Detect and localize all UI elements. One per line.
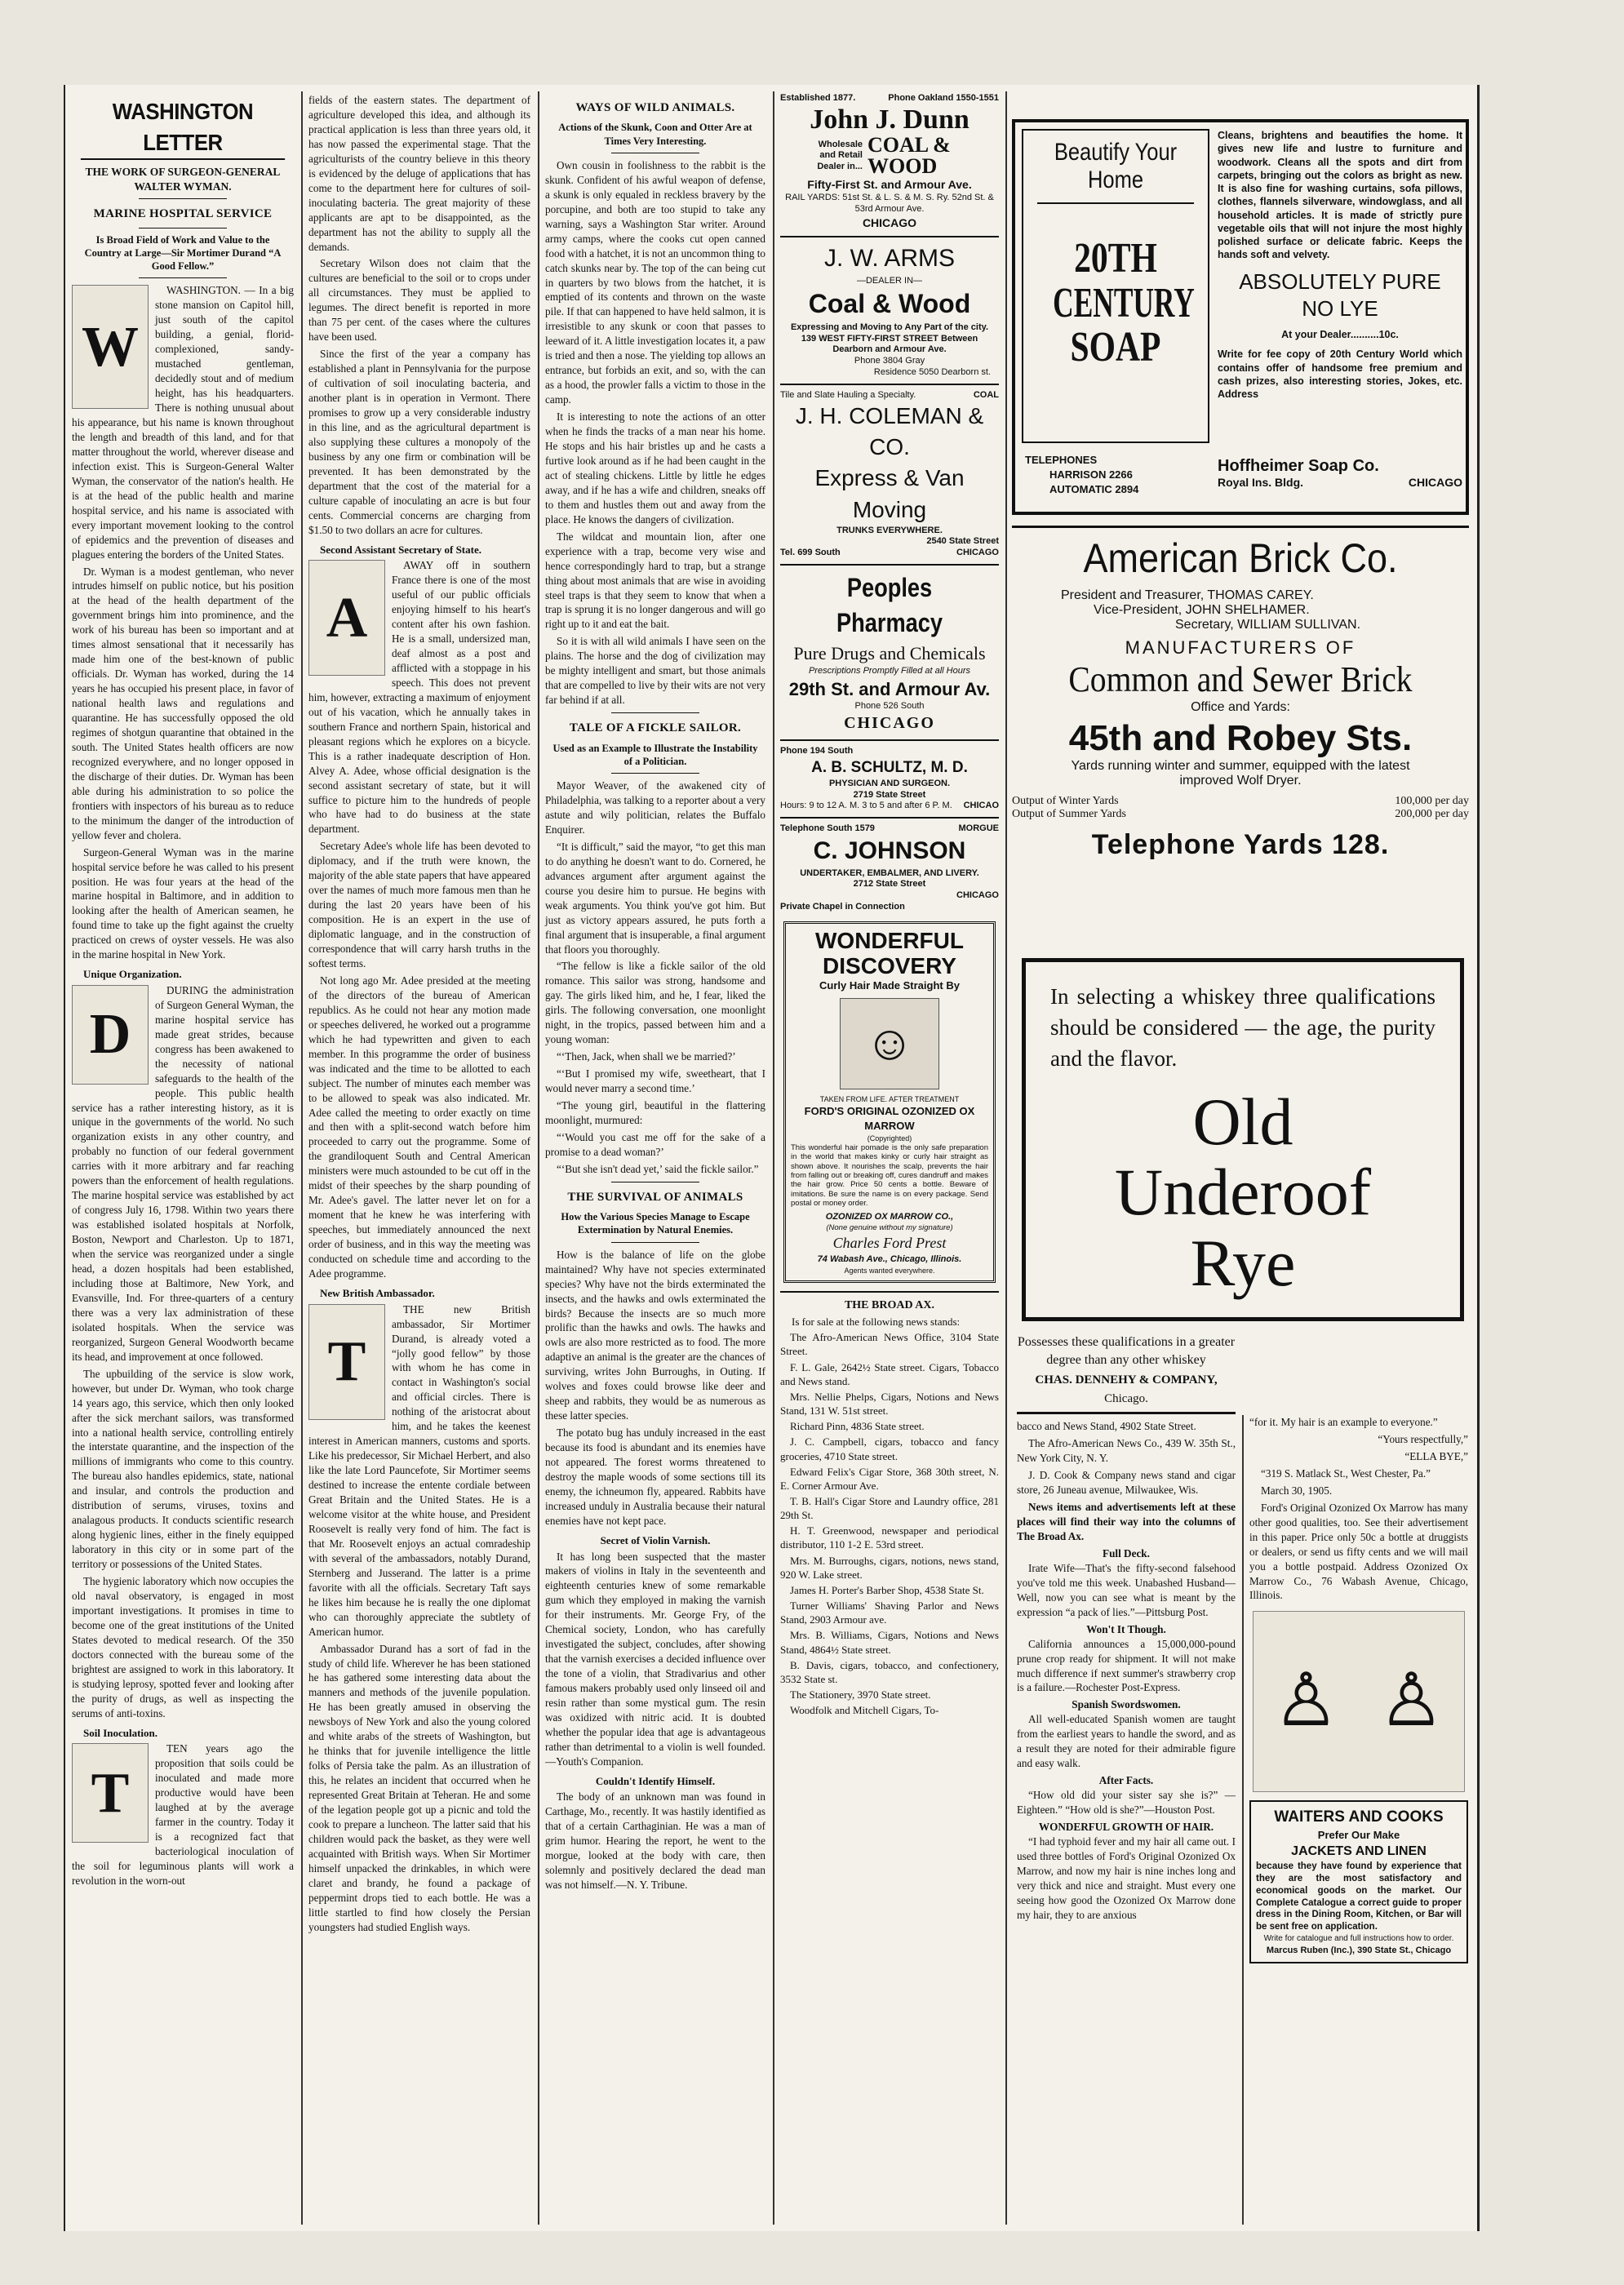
divider (139, 198, 228, 199)
paragraph: WASHINGTON. — In a big stone mansion on Capitol hill, just south of the capitol building, a genial, florid-complexioned, sandy-mustached gentleman, decidedly stout and of medium height, has his headquarters. There is nothing unusual about his appearance, but his name is known throughout the length and breadth of this land, and for that matter throughout the world, wherever disease and infection exist. This is Surgeon-General Walter Wyman, the conservator of the nation's health. He is at the head of the public health and marine hospital service, and his name is associated with every important movement looking to the control of epidemics and the prevention of diseases and plagues entering the borders of the United States. (72, 284, 294, 561)
paragraph: “It is difficult,” said the mayor, “to get this man to do anything he doesn't want to do. Cornered, he advances argument after argument against the course you desire him to pursue. He begins with weak arguments. You think you've got him. But just as victory appears assured, he puts forth a final argument that is insuperable, a final argument that floors you thoroughly. (545, 840, 765, 956)
royal-ins-bldg: Royal Ins. Bldg. (1218, 476, 1304, 489)
news-stand-item: F. L. Gale, 2642½ State street. Cigars, Tobacco and News stand. (780, 1360, 999, 1387)
underoof-text: Underoof (1114, 1155, 1372, 1230)
deck-skunk-coon-otter: Actions of the Skunk, Coon and Otter Are at Times Very Interesting. (558, 122, 752, 147)
prefer-our-make: Prefer Our Make (1317, 1829, 1400, 1842)
illustration-washington-initial: W (72, 285, 149, 409)
paragraph: “‘But she isn't dead yet,’ said the fickle sailor.” (557, 1162, 759, 1175)
paragraph: DURING the administration of Surgeon General Wyman, the marine hospital service has made great strides, because congress has been awakened to the necessity of national safeguards to the health of the people. This public health service has a rather interesting history, as it is unique in the governments of the world. No such organization exists in any other country, and probably no function of our federal government carries with it more arbitrary and far reaching powers than the enforcement of health regulations. The marine hospital service was established by act of congress July 16, 1798. Within two years there was established isolated hospitals at Norfolk, Boston, Newport and Charleston. Up to 1871, when the service was reorganized under a single head, a dozen hospitals had been established, including those at Baltimore, New York, and Evansville, Ind. For three-quarters of a century there was a very lax administration of these isolated hospitals. When the service was reorganized, Surgeon General Woodworth became its head, and improvement at once followed. (72, 983, 294, 1363)
dennehy-company: CHAS. DENNEHY & COMPANY, (1035, 1373, 1218, 1387)
paragraph: Mayor Weaver, of the awakened city of Philadelphia, was talking to a reporter about a very astute and wily politician, relates the Buffalo Enquirer. (545, 779, 765, 836)
column-5a (1012, 1333, 1240, 2223)
paragraph: “The fellow is like a fickle sailor of the old romance. This sailor was strong, handsome and gay. The girls liked him, and he, I fear, liked the girls. The following conversation, one moonlight night, in the tropics, passed between him and a young woman: (545, 960, 765, 1046)
old-text: Old (1192, 1085, 1293, 1160)
divider (780, 384, 999, 385)
subhead-spanish-swordswomen: Spanish Swordswomen. (1072, 1698, 1181, 1711)
hoffheimer-name: Hoffheimer Soap Co. (1218, 457, 1379, 475)
subhead-unique-organization: Unique Organization. (83, 968, 182, 981)
wonderful-text: WONDERFUL (815, 927, 964, 953)
newspaper-page (64, 85, 1480, 2231)
news-stands-list (780, 1315, 999, 1717)
arms-expressing: Expressing and Moving to Any Part of the city. (790, 322, 989, 332)
news-stand-item: Mrs. B. Williams, Cigars, Notions and News Stand, 4864½ State street. (780, 1629, 999, 1656)
write-for-catalogue: Write for catalogue and full instructions how to order. (1263, 1934, 1454, 1944)
paragraph: “ELLA BYE,” (1404, 1449, 1468, 1462)
portrait-image: ☺ (840, 998, 939, 1089)
coleman-footer (780, 536, 999, 559)
dennehy-city: Chicago. (1104, 1391, 1148, 1405)
paragraph: Dr. Wyman is a modest gentleman, who never intrudes himself on public notice, but his position at the head of the health department of the government brings him into prominence, and the work of his bureau has been so important and at times almost sensational that it necessarily has made him one of the best-known of public officials. Dr. Wyman has worked, during the 14 years he has occupied his present place, in favor of national health laws and regulations and quarantine. He has successfully opposed the old regimes of shotgun quarantine that obtained in the south. The United States health officers are now recognized everywhere, and no longer opposed in the discharge of their duties. Dr. Wyman has been able during his administration to so police the frontiers with inspectors of his bureau as to reduce to the minimum the danger of the introduction of yellow fever and cholera. (72, 565, 294, 841)
divider (780, 564, 999, 566)
waiters-body: because they have found by experience that they are the most satisfactory and economical goods on the market. Our Complete Catalogue a correct guide to proper dress in the Dining Room, Kitchen, or Bar will be sent free on application. (1256, 1861, 1462, 1932)
pure-drugs: Pure Drugs and Chemicals (793, 642, 986, 663)
agents-wanted: Agents wanted everywhere. (844, 1266, 935, 1275)
dunn-address: Fifty-First St. and Armour Ave. (807, 178, 972, 192)
paragraph: The Afro-American News Co., 439 W. 35th St., New York City, N. Y. (1017, 1437, 1236, 1465)
paragraph: Ford's Original Ozonized Ox Marrow has many other good qualities, too. See their advertisement in this paper. Price only 50c a bottle at druggists or dealers, or send us fifty cents and we will mail you a bottle postpaid. Address Ozonized Ox Marrow Co., 76 Wabash Avenue, Chicago, Illinois. (1249, 1501, 1468, 1602)
coleman-name: J. H. COLEMAN & CO. (795, 403, 984, 460)
yards-running: Yards running winter and summer, equipped with the latest improved Wolf Dryer. (1071, 759, 1410, 788)
column-3 (540, 93, 770, 2223)
paragraph: Own cousin in foolishness to the rabbit is the skunk. Confident of his awful weapon of defense, a skunk is only equaled in reckless bravery by the porcupine, and both are too stupid to take any warning, says a Washington Star writer. Around army camps, where the cooks cut open canned food with a hatchet, it is not an uncommon thing to catch skunks near by. The top of the can being cut in quarters by two blows from the hatchet, it is emptied of its contents and thrown on the waste pile. If that can happened to have held salmon, it is irresistible to any skunk or coon that passes to leeward of it. A little investigation locates it, a paw is tried and then a nose. The yielding top allows an entrance, but forbids an exit, and so, with the can as a hood, the prowler falls a victim to those in the camp. (545, 158, 765, 406)
subhead-wont-it-though: Won't It Though. (1086, 1622, 1166, 1635)
undertaker-text: UNDERTAKER, EMBALMER, AND LIVERY. (800, 867, 979, 878)
news-stands-intro: Is for sale at the following news stands: (792, 1316, 961, 1329)
none-genuine: (None genuine without my signature) (826, 1222, 953, 1232)
trunks-everywhere: TRUNKS EVERYWHERE. (836, 525, 943, 535)
subhead-violin-varnish: Secret of Violin Varnish. (600, 1533, 711, 1546)
taken-from-life: TAKEN FROM LIFE. AFTER TREATMENT (819, 1095, 960, 1103)
news-stand-item: T. B. Hall's Cigar Store and Laundry office, 281 29th St. (780, 1494, 999, 1522)
paragraph: TEN years ago the proposition that soils could be inoculated and made more productive would have been laughed at by the average farmer in the country. Today it is a recognized fact that bacteriological inoculation of the soil for leguminous plants will work a revolution in the worn-out (72, 1742, 294, 1887)
soap-description: Cleans, brightens and beautifies the home. It gives new life and lustre to furniture and woodwork. Cleans all the spots and dirt from carpets, bringing out the colors as bright as new. It is also fine for washing curtains, sofa pillows, clothes, flannels silverware, windowglass, and all household articles. It is made of strictly pure vegetable oils that will not injure the most highly polished surface or delicate fabric. Keeps the hands soft and velvety. (1218, 130, 1462, 261)
soap-telephones (1025, 453, 1138, 498)
subhead-second-assistant-secretary: Second Assistant Secretary of State. (320, 543, 481, 556)
deck-surgeon-general: THE WORK OF SURGEON-GENERAL WALTER WYMAN. (85, 166, 281, 193)
paragraph: J. D. Cook & Company news stand and cigar store, 26 Juneau avenue, Milwaukee, Wis. (1017, 1469, 1236, 1497)
paragraph: The body of an unknown man was found in Carthage, Mo., recently. It was hastily identified as that of a certain Carthaginian. He was a man of grim humor. Hearing the report, he went to the morgue, looked at the body with care, then solemnly and positively declared the dead man was not himself.—N. Y. Tribune. (545, 1790, 765, 1892)
hoffheimer-address-row (1218, 476, 1462, 489)
paragraph: “How old did your sister say she is?” —Eighteen.” “How old is she?”—Houston Post. (1017, 1789, 1236, 1817)
divider (780, 1291, 999, 1293)
column-rule (538, 91, 539, 2225)
whiskey-intro: In selecting a whiskey three qualifications should be considered — the age, the purity and the flavor. (1050, 984, 1435, 1071)
twentieth-century-soap-ad (1012, 119, 1469, 515)
column-1 (67, 93, 299, 2223)
paragraph: “‘But I promised my wife, sweetheart, that I would never marry a second time.’ (545, 1067, 765, 1095)
column-4 (775, 93, 1004, 2223)
no-lye: NO LYE (1302, 296, 1378, 322)
paragraph: News items and advertisements left at these places will find their way into the columns of The Broad Ax. (1017, 1501, 1236, 1542)
soap-copy (1218, 129, 1462, 401)
subhead-couldnt-identify: Couldn't Identify Himself. (595, 1774, 716, 1787)
private-chapel: Private Chapel in Connection (780, 901, 905, 912)
divider (780, 739, 999, 741)
column-5b (1245, 1415, 1473, 2223)
waiters-illustration (1253, 1611, 1465, 1792)
paragraph: The potato bug has unduly increased in the east because its food is abundant and its enemies have not appeared. The forest worms threatened to destroy the maple woods of some sections till its enemy, the ichneumon fly, appeared. Rabbits have increased unduly in Australia because their natural enemies have not kept pace. (545, 1426, 765, 1527)
paragraph: The wildcat and mountain lion, after one experience with a trap, become very wise and hence correspondingly hard to trap, but a strange thing about most animals that are wise in avoiding steel traps is that they seem to know that when a trap is sprung it is no longer dangerous and will go right up to it and eat the bait. (545, 530, 765, 631)
arms-residence: Residence 5050 Dearborn st. (873, 366, 991, 377)
deck-broad-field: Is Broad Field of Work and Value to the Country at Large—Sir Mortimer Durand “A Good Fellow.” (84, 233, 282, 273)
paragraph: Secretary Wilson does not claim that the cultures are beneficial to the soil or to crops under all circumstances. They must be applied to legumes. The direct benefit is reported in more than 75 per cent. of the cases where the cultures have been used. (308, 257, 530, 344)
dunn-city: CHICAGO (862, 215, 917, 229)
subhead-soil-inoculation: Soil Inoculation. (83, 1726, 158, 1739)
paragraph: It has long been suspected that the master makers of violins in Italy in the seventeenth and eighteenth centuries knew of some remarkable gum which they employed in making the varnish for their instruments. Mr. George Fry, of the Chemical society, London, who has carefully investigated the subject, concludes, after showing that the varnish exercises a decided influence over the tone of a violin, that Stradivarius and other famous makers probably used only linseed oil and resin rather than some mystical gum. The resin was oxidized with nitric acid. It is doubted whether the popular idea that age is advantageous rather than detrimental to a violin is well founded.—Youth's Companion. (545, 1550, 765, 1768)
divider (780, 817, 999, 819)
rye-text: Rye (1190, 1225, 1296, 1300)
schultz-title: PHYSICIAN AND SURGEON. (828, 778, 951, 788)
waiter-figure-icon: ♙ (1273, 1661, 1339, 1742)
illustration-farmer-initial: T (72, 1743, 149, 1843)
deck-fickle-sailor: Used as an Example to Illustrate the Instability of a Politician. (552, 742, 758, 767)
divider (139, 277, 228, 278)
ozonized-co: OZONIZED OX MARROW CO., (825, 1211, 954, 1222)
paragraph: Surgeon-General Wyman was in the marine hospital service before he was called to his present position. He was four years at the head of the marine hospital in Baltimore, and in addition to looking after the health of American seamen, he found time to take up the fight against the cruelty practiced on crews of oyster vessels. He was also in the marine hospital in New York. (72, 845, 294, 961)
paragraph: “I had typhoid fever and my hair all came out. I used three bottles of Ford's Original Ozonized Ox Marrow, and now my hair is nine inches long and very thick and nice and straight. Must every one seeing how good the Ozonized Ox Marrow done my hair, they to are anxious (1017, 1835, 1236, 1921)
common-sewer-brick: Common and Sewer Brick (1068, 659, 1413, 699)
absolutely-pure: ABSOLUTELY PURE (1239, 268, 1441, 294)
arms-name: J. W. ARMS (823, 244, 956, 272)
coal-word: COAL (973, 389, 999, 400)
divider (1012, 526, 1469, 528)
american-brick-name: American Brick Co. (1083, 535, 1398, 581)
paragraph: “for it. My hair is an example to everyone.” (1249, 1416, 1438, 1428)
winter-output-value: 100,000 per day (1395, 795, 1469, 807)
robey-sts: 45th and Robey Sts. (1068, 718, 1413, 758)
coal-wood-text: COAL & WOOD (867, 133, 951, 179)
peoples-pharmacy: Peoples Pharmacy (836, 572, 943, 638)
news-stand-item: Woodfolk and Mitchell Cigars, To- (790, 1704, 939, 1717)
johnson-name: C. JOHNSON (813, 836, 966, 864)
soap-20th: 20TH (1074, 235, 1157, 282)
news-stand-item: James H. Porter's Barber Shop, 4538 State St. (790, 1583, 984, 1596)
arms-coal-wood: Coal & Wood (808, 289, 971, 319)
paragraph: Ambassador Durand has a sort of fad in the study of child life. Wherever he has been stationed he has gathered some interesting data about the manners and methods of the juvenile population. He has been greatly amused in observing the newsboys of New York and also the young colored and white arabs of the streets of Washington, but he thinks that for juvenile intelligence the little folks of Persia take the palm. As an illustration of this, he relates an incident that occurred when he represented Great Britain at Teheran. He and some of the legation people got up a picnic and told the cook to prepare a luncheon. The latter said that his children would pack the basket, as they were well acquainted with British ways. When Sir Mortimer himself unpacked the drinkables, in which were claret and brandy, he found a package of peppermint drops tied to each bottle. He was a little startled to find how closely the Persian youngsters had studied English ways. (308, 1642, 530, 1933)
news-stand-item: H. T. Greenwood, newspaper and periodical distributor, 110 1-2 E. 53rd street. (780, 1524, 999, 1551)
established-text: Established 1877. (780, 93, 856, 103)
masthead-washington-letter: WASHINGTON LETTER (81, 96, 285, 160)
office-yards: Office and Yards: (1191, 700, 1290, 714)
divider (611, 1242, 699, 1243)
winter-output-label: Output of Winter Yards (1012, 795, 1119, 807)
illustration-doctor-initial: D (72, 985, 149, 1085)
soap-soap: SOAP (1070, 324, 1161, 371)
dunn-yards: RAIL YARDS: 51st St. & L. S. & M. S. Ry. 52nd St. & 53rd Armour Ave. (785, 193, 994, 214)
president-line: President and Treasurer, THOMAS CAREY. (1061, 588, 1314, 602)
schultz-name: A. B. SCHULTZ, M. D. (811, 759, 968, 777)
dunn-ad-header (780, 93, 999, 104)
divider (780, 236, 999, 237)
wonderful-body: This wonderful hair pomade is the only safe preparation in the world that makes kinky or curly hair straight as shown above. It nourishes the scalp, prevents the hair from falling out or breaking off, cures dandruff and makes the hair grow. Price 50 cents a bottle. Beware of imitations. Be sure the name is on every package. Send postal or money order. (791, 1142, 988, 1209)
soap-century: CENTURY (1053, 279, 1195, 326)
cook-figure-icon: ♙ (1378, 1661, 1444, 1742)
paragraph: “‘Would you cast me off for the sake of a promise to a dead woman?’ (545, 1130, 765, 1158)
coleman-tel: Tel. 699 South (780, 548, 841, 558)
schultz-hours: Hours: 9 to 12 A. M. 3 to 5 and after 6 P. M. (780, 801, 952, 811)
paragraph: Secretary Adee's whole life has been devoted to diplomacy, and if the truth were known, the majority of the able state papers that have appeared over the names of much more famous men than he during the last 20 years have been of his composition. He is an expert in the use of diplomatic language, and in the construction of correspondence that will carry harsh truths in the softest terms. (308, 840, 530, 969)
divider (611, 712, 699, 713)
coleman-header (780, 390, 999, 402)
arms-phone: Phone 3804 Gray (854, 356, 925, 366)
news-stand-item: Turner Williams' Shaving Parlor and News Stand, 2903 Armour ave. (780, 1600, 999, 1626)
johnson-header (780, 823, 999, 835)
secretary-line: Secretary, WILLIAM SULLIVAN. (1175, 618, 1361, 632)
divider (1017, 1412, 1236, 1414)
american-brick-ad (1012, 526, 1469, 1015)
column-rule (773, 91, 774, 2225)
news-stand-item: The Stationery, 3970 State street. (790, 1688, 931, 1701)
wonderful-discovery-ad (783, 921, 996, 1283)
hoffheimer-city: CHICAGO (1408, 476, 1462, 489)
paragraph: So it is with all wild animals I have seen on the plains. The horse and the dog of civilization may be mighty intelligent and smart, but those animals that are compelled to live by their wits are not very far behind if at all. (545, 635, 765, 707)
paragraph: Not long ago Mr. Adee presided at the meeting of the directors of the bureau of American republics. As he could not hear any motion made or speeches delivered, he worked out a programme which he had typewritten and given to each member. In this programme the order of business was indicated and the time to be allotted to each subject. The number of minutes each member was to be allowed to speak was also indicated. Mr. Adee called the meeting to order exactly on time and then with a split-second watch before him proceeded to carry out the programme. Some of the grandiloquent South and Central American ministers were much astounded to be cut off in the midst of their speeches by the sharp pounding of Mr. Adee's gavel. The latter never let on for a moment that he knew he was interfering with speeches, but immediately announced the next order of business, and in this way the meeting was conducted on schedule time and according to the Adee programme. (308, 974, 530, 1280)
divider (611, 773, 699, 774)
beautify-your-home: Beautify Your Home (1037, 131, 1194, 204)
subhead-wonderful-growth: WONDERFUL GROWTH OF HAIR. (1038, 1821, 1214, 1834)
dennehy-possesses: Possesses these qualifications in a greater degree than any other whiskey (1017, 1335, 1236, 1367)
at-your-dealer: At your Dealer..........10c. (1281, 329, 1399, 341)
copyrighted: (Copyrighted) (867, 1134, 912, 1142)
wholesale-text: Wholesale and Retail Dealer in... (817, 139, 863, 172)
coleman-city: CHICAGO (956, 548, 999, 558)
paragraph: fields of the eastern states. The department of agriculture developed this idea, and although its practical application is less than three years old, it has now passed the experimental stage. That the agriculturists of the country believe in this theory is evidenced by the deluge of applications that has come to the department here for cultures of soil-inoculating bacteria. The great majority of these applicants are apt to be disappointed, as the department has not the ability to supply all the demands. (308, 94, 530, 253)
jackets-linen: JACKETS AND LINEN (1291, 1844, 1427, 1858)
johnson-city: CHICAGO (956, 890, 999, 901)
automatic-phone: AUTOMATIC 2894 (1049, 483, 1139, 496)
prescriptions-text: Prescriptions Promptly Filled at all Hours (808, 665, 971, 676)
dunn-coal-row (780, 135, 999, 177)
waiters-cooks-title: WAITERS AND COOKS (1274, 1808, 1444, 1826)
paragraph: The hygienic laboratory which now occupies the old naval observatory, is engaged in most important investigations. It promises in time to become one of the great institutions of the United States devoted to medical research. Of the 350 doctors connected with the bureau some of the brightest are assigned to work in this laboratory. It is studying leprosy, spotted fever and looking after the purity of drugs, as well as inspecting the serums of anti-toxins. (72, 1575, 294, 1719)
winter-output-row (1012, 795, 1469, 808)
subhead-full-deck: Full Deck. (1103, 1546, 1150, 1560)
vp-line: Vice-President, JOHN SHELHAMER. (1094, 603, 1310, 617)
schultz-footer (780, 801, 999, 812)
news-stand-item: The Afro-American News Office, 3104 State Street. (780, 1331, 999, 1358)
wabash-address: 74 Wabash Ave., Chicago, Illinois. (817, 1253, 962, 1264)
waiters-cooks-ad (1249, 1800, 1468, 1963)
schultz-city: CHICAO (963, 801, 999, 811)
paragraph: Since the first of the year a company has established a plant in Pennsylvania for the purpose of cultivation of soil inoculating bacteria, and another plant is in operation in Vermont. There promises to grow up a very considerable industry in this line, and as the agricultural department is also supplying these cultures a monopoly of the business by any one firm or combination will be prevented. It has been demonstrated by the department that the cost of the material for a culture capable of inoculating an acre is but four cents. Commercial concerns are charging from $1.50 to two dollars an acre for cultures. (308, 348, 530, 536)
paragraph: “Yours respectfully,” (1378, 1432, 1468, 1445)
old-underoof-rye-ad (1022, 958, 1464, 1321)
peoples-city: CHICAGO (844, 714, 935, 733)
tel-1579: Telephone South 1579 (780, 823, 875, 834)
schultz-phone: Phone 194 South (780, 746, 854, 756)
paragraph: “319 S. Matlack St., West Chester, Pa.” (1261, 1466, 1431, 1480)
column-rule (1242, 1415, 1244, 2225)
express-van-moving: Express & Van Moving (814, 465, 965, 522)
paragraph: bacco and News Stand, 4902 State Street. (1017, 1420, 1196, 1433)
paragraph: AWAY off in southern France there is one of the most useful of our public officials enjoying himself to his heart's content after his own fashion. He is a small, undersized man, deaf almost as a post and afflicted with a stoppage in his speech. This does not prevent him, however, extracting a maximum of enjoyment out of his vacation, which he annually takes in southern France and northern Spain, historical and pleasant regions which he explores on a bicycle. This is a rather inadequate description of Hon. Alvey A. Adee, whose official designation is the second assistant secretary of state, but it will suffice to picture him to the hundreds of people who have had to do business at the state department. (308, 559, 530, 836)
peoples-address: 29th St. and Armour Av. (788, 678, 991, 699)
summer-output-label: Output of Summer Yards (1012, 808, 1127, 820)
news-stand-item: B. Davis, cigars, tobacco, and confectionery, 3532 State st. (780, 1658, 999, 1685)
paragraph: How is the balance of life on the globe maintained? Why have not species exterminated species? Why have not the birds exterminated the insects, and the hawks and owls exterminated the birds? Because the insects are so much more prolific than the hawks and owls. The hawks and owls are also more restricted as to food. The more adaptive an animal is the greater are the chances of surviving, writes John Burroughs, in Outing. If wolves and foxes could browse like deer and sheep and rabbits, they would be as numerous as these latter species. (545, 1248, 765, 1422)
headline-survival-of-animals: THE SURVIVAL OF ANIMALS (567, 1190, 743, 1204)
dunn-name: John J. Dunn (810, 104, 970, 135)
soap-title-box (1022, 129, 1209, 443)
paragraph: March 30, 1905. (1261, 1484, 1333, 1497)
summer-output-value: 200,000 per day (1395, 808, 1469, 820)
fords-marrow: FORD'S ORIGINAL OZONIZED OX MARROW (804, 1105, 975, 1132)
column-rule (1005, 91, 1007, 2225)
news-stand-item: Richard Pinn, 4836 State street. (790, 1420, 925, 1433)
telephone-yards: Telephone Yards 128. (1091, 829, 1390, 860)
headline-ways-of-wild-animals: WAYS OF WILD ANIMALS. (575, 101, 735, 114)
summer-output-row (1012, 808, 1469, 821)
news-stand-item: J. C. Campbell, cigars, tobacco and fancy groceries, 4710 State street. (780, 1435, 999, 1462)
discovery-text: DISCOVERY (823, 952, 956, 978)
news-stand-item: Edward Felix's Cigar Store, 368 30th street, N. E. Corner Armour Ave. (780, 1465, 999, 1492)
subhead-new-british-ambassador: New British Ambassador. (320, 1286, 435, 1299)
johnson-address: 2712 State Street (853, 879, 926, 890)
paragraph: California announces a 15,000,000-pound prune crop ready for shipment. It will not make much difference if next summer's strawberry crop is a failure.—Rochester Post-Express. (1017, 1637, 1236, 1694)
news-stand-item: Mrs. Nellie Phelps, Cigars, Notions and News Stand, 131 W. 51st street. (780, 1390, 999, 1418)
paragraph: “‘Then, Jack, when shall we be married?’ (557, 1050, 736, 1063)
deck-survival: How the Various Species Manage to Escape Extermination by Natural Enemies. (561, 1211, 750, 1236)
illustration-ambassador-initial: T (308, 1304, 385, 1420)
illustration-bicycle-initial: A (308, 560, 385, 676)
column-2 (304, 93, 535, 2223)
tile-text: Tile and Slate Hauling a Specialty. (780, 389, 916, 400)
paragraph: “The young girl, beautiful in the flattering moonlight, murmured: (545, 1099, 765, 1127)
signature: Charles Ford Prest (832, 1235, 947, 1252)
headline-marine-hospital: MARINE HOSPITAL SERVICE (93, 207, 273, 221)
headline-fickle-sailor: TALE OF A FICKLE SAILOR. (569, 721, 742, 735)
peoples-phone: Phone 526 South (854, 701, 925, 712)
paragraph: Irate Wife—That's the fifty-second falsehood you've told me this week. Unabashed Husband—Well, now you can see what is meant by the expression “a pack of lies.”—Pittsburg Post. (1017, 1561, 1236, 1618)
marcus-ruben: Marcus Ruben (Inc.), 390 State St., Chicago (1266, 1945, 1452, 1955)
column-rule (301, 91, 303, 2225)
harrison-phone: HARRISON 2266 (1049, 468, 1133, 481)
broad-ax-heading: THE BROAD AX. (844, 1299, 935, 1312)
paragraph: THE new British ambassador, Sir Mortimer Durand, is already voted a “jolly good fellow” by those with whom he has come in contact in Washington's social and official circles. There is nothing of the aristocrat about him, and he takes the keenest interest in American manners, customs and sports. Like his predecessor, Sir Michael Herbert, and also like the late Lord Pauncefote, Sir Mortimer seems destined to increase the entente cordiale between Great Britain and the United States. He is a welcome visitor at the white house, and President Roosevelt is really very fond of him. The fact is that Mr. Roosevelt enjoys an actual comradeship with several of the ambassadors, notably Durand, Sternberg and Jusserand. The latter is a prime favorite with all the officials. Secretary Taft says he likes him because he is really the one diplomat who can thoroughly appreciate the subtlety of American humor. (308, 1302, 530, 1638)
write-for-copy: Write for fee copy of 20th Century World which contains offer of handsome free premium and cash prizes, also interesting stories, Jokes, etc. Address (1218, 348, 1462, 401)
subhead-after-facts: After Facts. (1098, 1774, 1154, 1787)
manufacturers-of: MANUFACTURERS OF (1125, 637, 1356, 658)
morgue-text: MORGUE (958, 823, 999, 834)
dunn-phone: Phone Oakland 1550-1551 (888, 93, 999, 103)
arms-dealer: —DEALER IN— (856, 275, 923, 286)
paragraph: It is interesting to note the actions of an otter when he finds the tracks of a man near his home. He stops and his hair bristles up and he casts a furtive look around as if he had been caught in the act of stealing chickens. Little by little he edges away, and if he has a wife and children, sneaks off to them and hustles them out and away from the place. He knows the dangers of civilization. (545, 410, 765, 526)
news-stand-item: Mrs. M. Burroughs, cigars, notions, news stand, 920 W. Lake street. (780, 1554, 999, 1581)
coleman-address: 2540 State Street (926, 536, 999, 547)
telephones-label: TELEPHONES (1025, 454, 1098, 466)
curly-hair-text: Curly Hair Made Straight By (819, 979, 960, 992)
paragraph: The upbuilding of the service is slow work, however, but under Dr. Wyman, who took charge 14 years ago, this service, which then only looked after the sick merchant sailors, was transformed into a national health service, controlling entirely the interstate quarantine, and the inspection of the millions of immigrants who come to this country. The bureau also handles epidemics, state, national and insular, and controls the production and distribution of serums, viruses, toxins and analagous products. It conducts scientific research along hygienic lines, either in the finely equipped laboratory in this city or in some part of the territory or possessions of the United States. (72, 1367, 294, 1571)
paragraph: All well-educated Spanish women are taught from the earliest years to handle the sword, and as a result they are noted for their admirable figure and easy walk. (1017, 1713, 1236, 1770)
schultz-address: 2719 State Street (853, 789, 926, 800)
arms-address: 139 WEST FIFTY-FIRST STREET Between Dearborn and Armour Ave. (801, 333, 978, 355)
hoffheimer-block (1218, 457, 1462, 489)
